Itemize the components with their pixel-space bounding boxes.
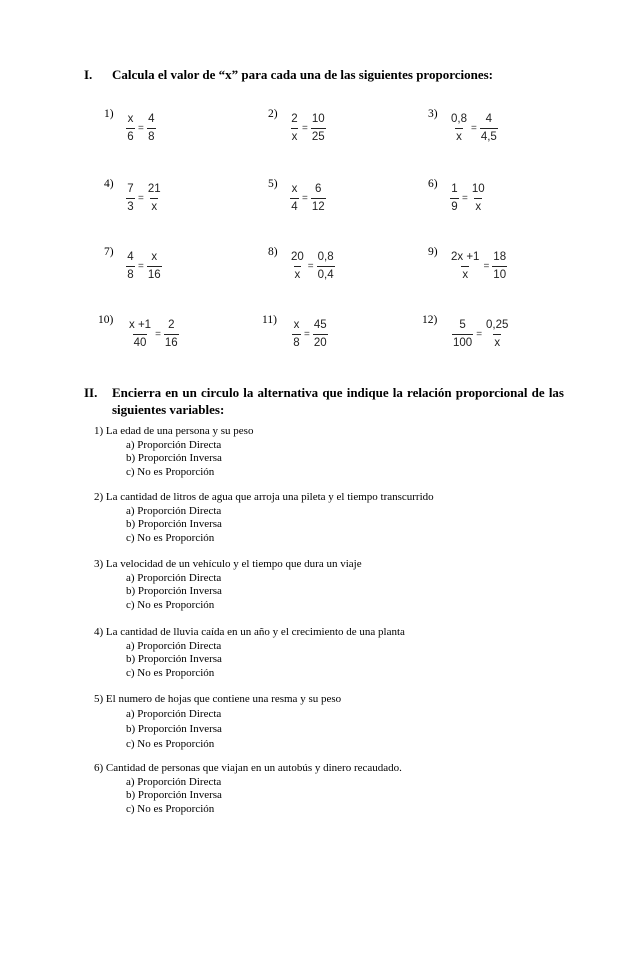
numerator: 2x +1 <box>451 250 480 263</box>
exercise-label: 1) <box>104 108 114 120</box>
numerator: 18 <box>493 250 507 263</box>
answer-options <box>94 707 341 752</box>
denominator: 8 <box>292 334 300 350</box>
numerator: x <box>127 112 134 125</box>
proportion-equation <box>290 178 326 218</box>
proportion-equation <box>126 178 162 218</box>
exercise-label: 4) <box>104 178 114 190</box>
answer-option[interactable]: b) Proporción Inversa <box>126 722 222 735</box>
fraction <box>126 113 135 144</box>
answer-option[interactable]: c) No es Proporción <box>126 465 215 478</box>
proportion-equation <box>290 108 326 148</box>
fraction <box>290 113 299 144</box>
denominator: 16 <box>164 334 179 350</box>
denominator: x <box>461 266 469 282</box>
answer-options <box>94 776 402 817</box>
fraction <box>317 251 335 282</box>
question-text <box>94 693 341 707</box>
denominator: x <box>493 334 501 350</box>
proportion-equation <box>450 108 498 148</box>
proportion-equation <box>128 314 179 354</box>
answer-option[interactable]: b) Proporción Inversa <box>126 653 222 665</box>
exercise-label: 9) <box>428 246 438 258</box>
numerator: 4 <box>148 112 155 125</box>
fraction <box>128 319 152 350</box>
denominator: 8 <box>147 128 155 144</box>
fraction <box>313 319 328 350</box>
section-1-heading <box>84 66 584 86</box>
denominator: 25 <box>311 128 326 144</box>
numerator: x +1 <box>129 318 152 331</box>
fraction <box>292 319 301 350</box>
question-statement: La cantidad de litros de agua que arroja una pileta y el tiempo transcurrido <box>105 491 434 503</box>
fraction <box>450 251 480 282</box>
denominator: 4,5 <box>480 128 498 144</box>
denominator: x <box>291 128 299 144</box>
section-2-title: Encierra en un circulo la alternativa que indique la relación proporcional de las siguientes variables: <box>112 385 564 417</box>
equals-sign: = <box>476 328 483 340</box>
denominator: 4 <box>290 198 298 214</box>
question-statement: La velocidad de un vehículo y el tiempo que dura un viaje <box>105 558 362 570</box>
answer-option[interactable]: a) Proporción Directa <box>126 571 222 584</box>
equals-sign: = <box>138 260 144 272</box>
fraction <box>450 183 459 214</box>
fraction <box>147 251 162 282</box>
answer-option[interactable]: a) Proporción Directa <box>126 707 222 720</box>
exercise-label: 12) <box>422 314 438 326</box>
answer-option[interactable]: b) Proporción Inversa <box>126 518 222 530</box>
question-number: 3) <box>94 558 104 570</box>
question-number: 1) <box>94 425 104 437</box>
fraction <box>452 319 473 350</box>
numerator: 6 <box>315 182 322 195</box>
numerator: x <box>291 182 298 195</box>
numerator: 2 <box>291 112 298 125</box>
proportion-equation <box>452 314 509 354</box>
numerator: 20 <box>291 250 304 263</box>
question-statement: El numero de hojas que contiene una resma y su peso <box>105 693 342 705</box>
question-text <box>94 558 362 572</box>
question-number: 6) <box>94 762 104 774</box>
exercise-label: 8) <box>268 246 278 258</box>
equals-sign: = <box>155 328 161 340</box>
denominator: 3 <box>126 198 134 214</box>
exercise-label: 7) <box>104 246 114 258</box>
equals-sign: = <box>471 122 477 134</box>
section-2-number: II. <box>84 385 98 400</box>
numerator: 5 <box>459 318 466 331</box>
numerator: 1 <box>451 182 458 195</box>
answer-option[interactable]: b) Proporción Inversa <box>126 789 222 801</box>
equals-sign: = <box>462 192 468 204</box>
numerator: x <box>293 318 300 331</box>
numerator: 7 <box>127 182 134 195</box>
fraction <box>126 251 135 282</box>
answer-option[interactable]: c) No es Proporción <box>126 531 215 544</box>
exercise-label: 2) <box>268 108 278 120</box>
denominator: x <box>294 266 302 282</box>
denominator: 40 <box>133 334 148 350</box>
answer-option[interactable]: c) No es Proporción <box>126 666 215 679</box>
numerator: 2 <box>168 318 175 331</box>
denominator: x <box>455 128 463 144</box>
question-statement: La edad de una persona y su peso <box>105 425 254 437</box>
proportion-equation <box>126 246 162 286</box>
proportion-equation <box>126 108 156 148</box>
fraction <box>147 113 156 144</box>
question <box>94 491 434 545</box>
question <box>94 626 405 680</box>
answer-options <box>94 505 434 546</box>
equals-sign: = <box>304 328 310 340</box>
numerator: 4 <box>485 112 493 125</box>
question-text <box>94 762 402 776</box>
fraction <box>311 113 326 144</box>
answer-options <box>94 640 405 681</box>
denominator: 100 <box>452 334 473 350</box>
fraction <box>485 319 509 350</box>
question-text <box>94 425 253 439</box>
denominator: 0,4 <box>317 266 335 282</box>
fraction <box>492 251 507 282</box>
answer-option[interactable]: b) Proporción Inversa <box>126 585 222 597</box>
exercise-label: 11) <box>262 314 277 326</box>
section-2-heading <box>84 384 584 424</box>
question <box>94 558 362 612</box>
denominator: 10 <box>492 266 507 282</box>
question-number: 2) <box>94 491 104 503</box>
denominator: 8 <box>126 266 134 282</box>
equals-sign: = <box>302 122 308 134</box>
numerator: 10 <box>471 182 485 195</box>
section-1-title: Calcula el valor de “x” para cada una de las siguientes proporciones: <box>112 67 493 82</box>
denominator: 20 <box>313 334 328 350</box>
fraction <box>290 251 305 282</box>
proportion-equation <box>290 246 335 286</box>
answer-option[interactable]: c) No es Proporción <box>126 598 215 611</box>
fraction <box>147 183 162 214</box>
question-text <box>94 491 434 505</box>
numerator: 10 <box>311 112 325 125</box>
proportion-equation <box>450 178 486 218</box>
exercise-label: 10) <box>98 314 114 326</box>
denominator: 9 <box>450 198 458 214</box>
answer-option[interactable]: c) No es Proporción <box>126 737 215 750</box>
denominator: 6 <box>126 128 134 144</box>
numerator: 45 <box>313 318 327 331</box>
answer-option[interactable]: a) Proporción Directa <box>126 639 222 652</box>
question-statement: La cantidad de lluvia caída en un año y el crecimiento de una planta <box>105 626 405 638</box>
answer-option[interactable]: b) Proporción Inversa <box>126 452 222 464</box>
question-text <box>94 626 405 640</box>
answer-option[interactable]: a) Proporción Directa <box>126 438 222 451</box>
numerator: 0,8 <box>451 112 467 125</box>
fraction <box>126 183 135 214</box>
fraction <box>311 183 326 214</box>
answer-options <box>94 572 362 613</box>
exercise-label: 3) <box>428 108 438 120</box>
answer-option[interactable]: a) Proporción Directa <box>126 504 222 517</box>
section-1-number: I. <box>84 67 93 82</box>
proportion-equation <box>450 246 507 286</box>
fraction <box>480 113 498 144</box>
question <box>94 425 253 479</box>
numerator: x <box>151 250 158 263</box>
question-statement: Cantidad de personas que viajan en un autobús y dinero recaudado. <box>105 762 402 774</box>
question-number: 5) <box>94 693 104 705</box>
question-number: 4) <box>94 626 104 638</box>
denominator: x <box>474 198 482 214</box>
answer-options <box>94 439 253 480</box>
denominator: 12 <box>311 198 326 214</box>
fraction <box>290 183 299 214</box>
question <box>94 762 402 816</box>
equals-sign: = <box>138 122 144 134</box>
fraction <box>471 183 486 214</box>
numerator: 21 <box>147 182 161 195</box>
equals-sign: = <box>302 192 308 204</box>
proportion-equation <box>292 314 328 354</box>
exercise-label: 6) <box>428 178 438 190</box>
equals-sign: = <box>483 260 490 272</box>
fraction <box>450 113 468 144</box>
numerator: 0,25 <box>486 318 509 331</box>
denominator: 16 <box>147 266 162 282</box>
numerator: 0,8 <box>317 250 334 263</box>
equals-sign: = <box>138 192 144 204</box>
numerator: 4 <box>127 250 134 263</box>
answer-option[interactable]: c) No es Proporción <box>126 802 215 815</box>
fraction <box>164 319 179 350</box>
answer-option[interactable]: a) Proporción Directa <box>126 775 222 788</box>
exercise-label: 5) <box>268 178 278 190</box>
denominator: x <box>150 198 158 214</box>
equals-sign: = <box>307 260 314 272</box>
question <box>94 693 341 752</box>
